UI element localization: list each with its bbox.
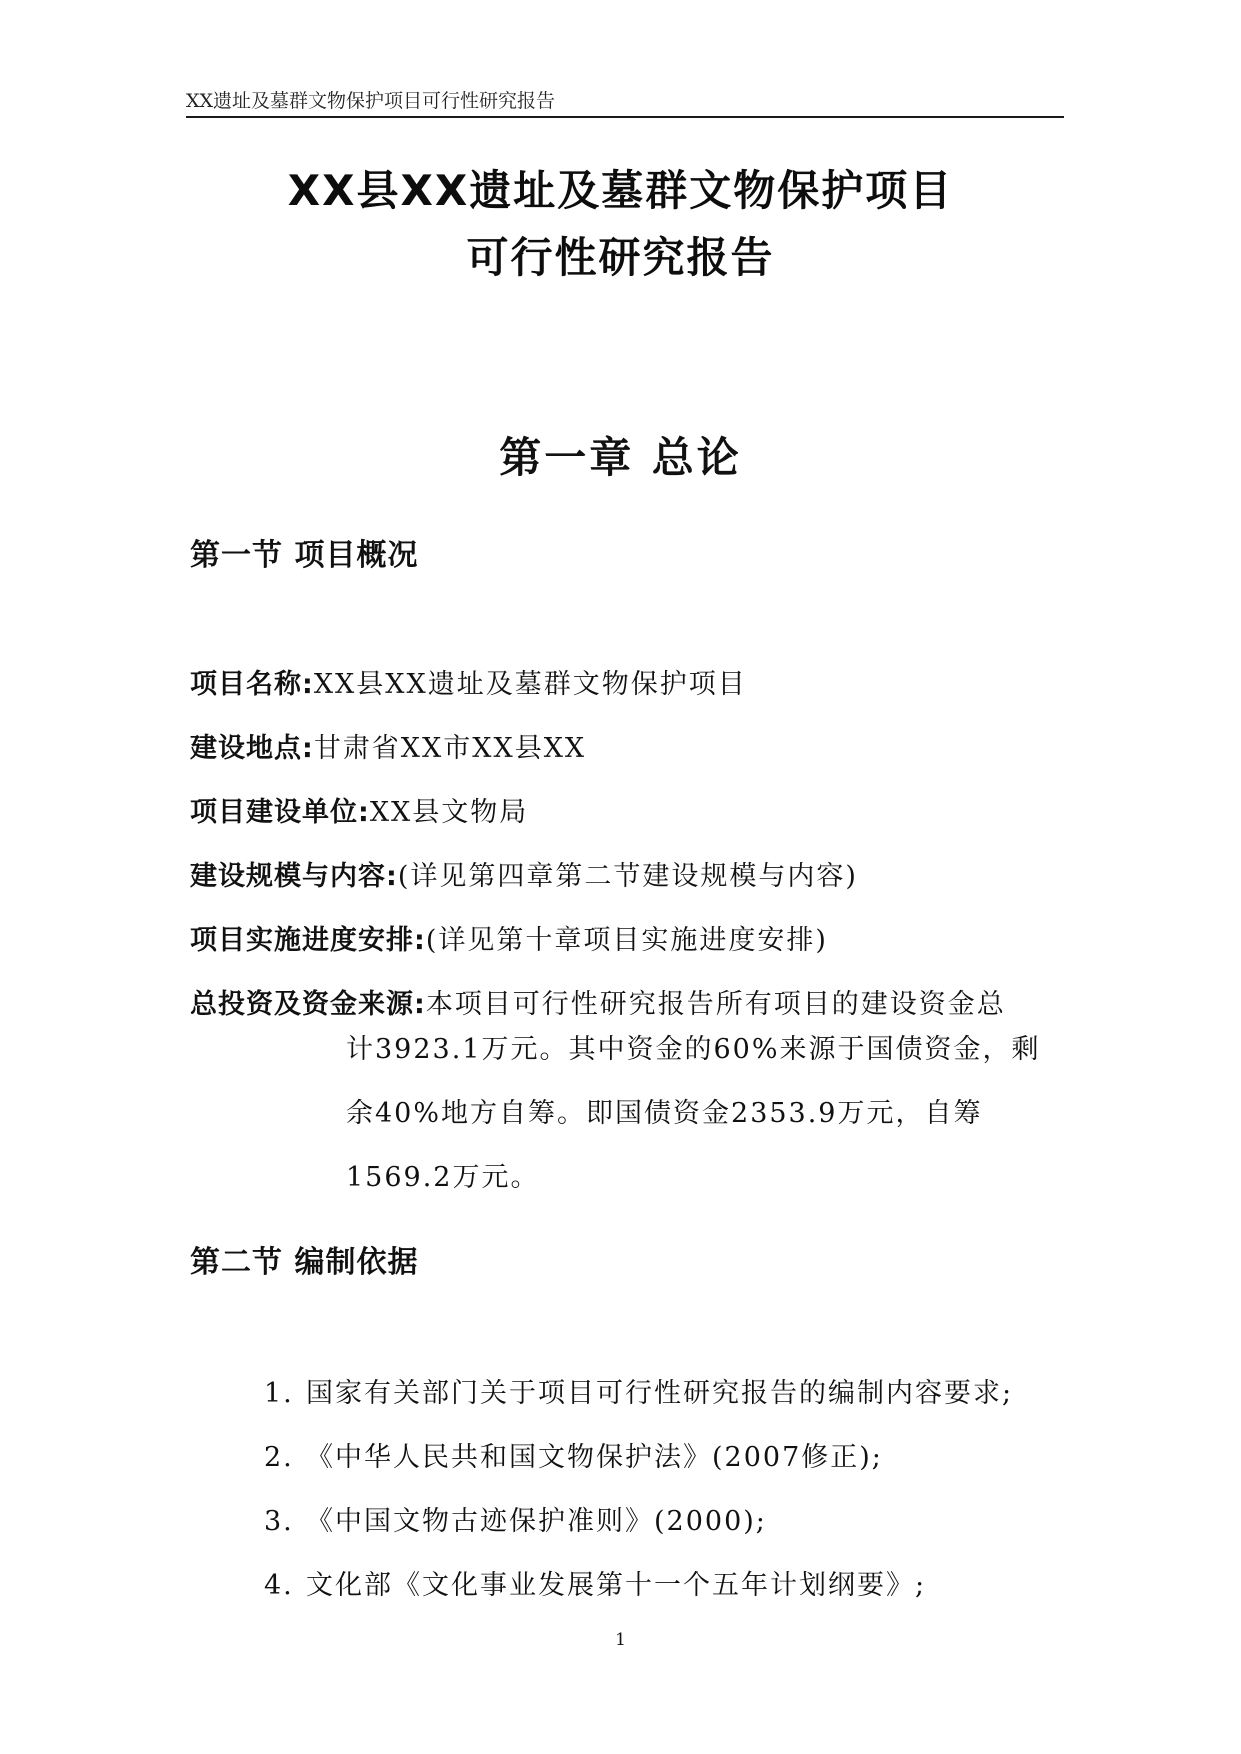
list-item — [264, 1566, 926, 1606]
list-item-text: 文化部《文化事业发展第十一个五年计划纲要》; — [306, 1570, 927, 1601]
list-item-number: 4. — [264, 1570, 294, 1601]
field-construction-site — [190, 729, 586, 769]
chapter-title: 第一章 总论 — [499, 433, 742, 482]
document-title-line-2: 可行性研究报告 — [466, 233, 775, 282]
section-title-project-overview: 第一节 项目概况 — [190, 538, 419, 573]
field-schedule — [190, 921, 828, 961]
running-header: XX遗址及墓群文物保护项目可行性研究报告 — [186, 88, 1064, 118]
section-title-compilation-basis: 第二节 编制依据 — [190, 1245, 419, 1280]
list-item-number: 3. — [264, 1506, 294, 1537]
list-item-text: 《中华人民共和国文物保护法》(2007修正); — [306, 1442, 883, 1473]
list-item-number: 2. — [264, 1442, 294, 1473]
field-value: 本项目可行性研究报告所有项目的建设资金总 — [425, 989, 1006, 1020]
page-number: 1 — [615, 1630, 626, 1650]
field-value: (详见第十章项目实施进度安排) — [425, 925, 828, 956]
field-construction-unit — [190, 793, 528, 833]
document-title-line-1: XX县XX遗址及墓群文物保护项目 — [287, 166, 954, 215]
funding-details-paragraph: 计3923.1万元。其中资金的60%来源于国债资金，剩余40%地方自筹。即国债资金2353.9万元，自筹1569.2万元。 — [346, 1034, 1041, 1193]
field-label: 建设规模与内容: — [190, 861, 398, 892]
field-label: 总投资及资金来源: — [190, 989, 426, 1020]
field-scale-content — [190, 857, 858, 897]
field-label: 建设地点: — [190, 733, 314, 764]
list-item-text: 国家有关部门关于项目可行性研究报告的编制内容要求; — [306, 1378, 1014, 1409]
field-label: 项目实施进度安排: — [190, 925, 426, 956]
list-item — [264, 1374, 1013, 1414]
field-label: 项目建设单位: — [190, 797, 370, 828]
field-project-name — [190, 665, 747, 705]
field-value: XX县文物局 — [369, 797, 529, 828]
list-item — [264, 1502, 767, 1542]
list-item-text: 《中国文物古迹保护准则》(2000); — [306, 1506, 767, 1537]
field-value: 甘肃省XX市XX县XX — [313, 733, 587, 764]
list-item-number: 1. — [264, 1378, 294, 1409]
field-value: (详见第四章第二节建设规模与内容) — [397, 861, 858, 892]
field-value: XX县XX遗址及墓群文物保护项目 — [313, 669, 747, 700]
list-item — [264, 1438, 883, 1478]
field-label: 项目名称: — [190, 669, 314, 700]
